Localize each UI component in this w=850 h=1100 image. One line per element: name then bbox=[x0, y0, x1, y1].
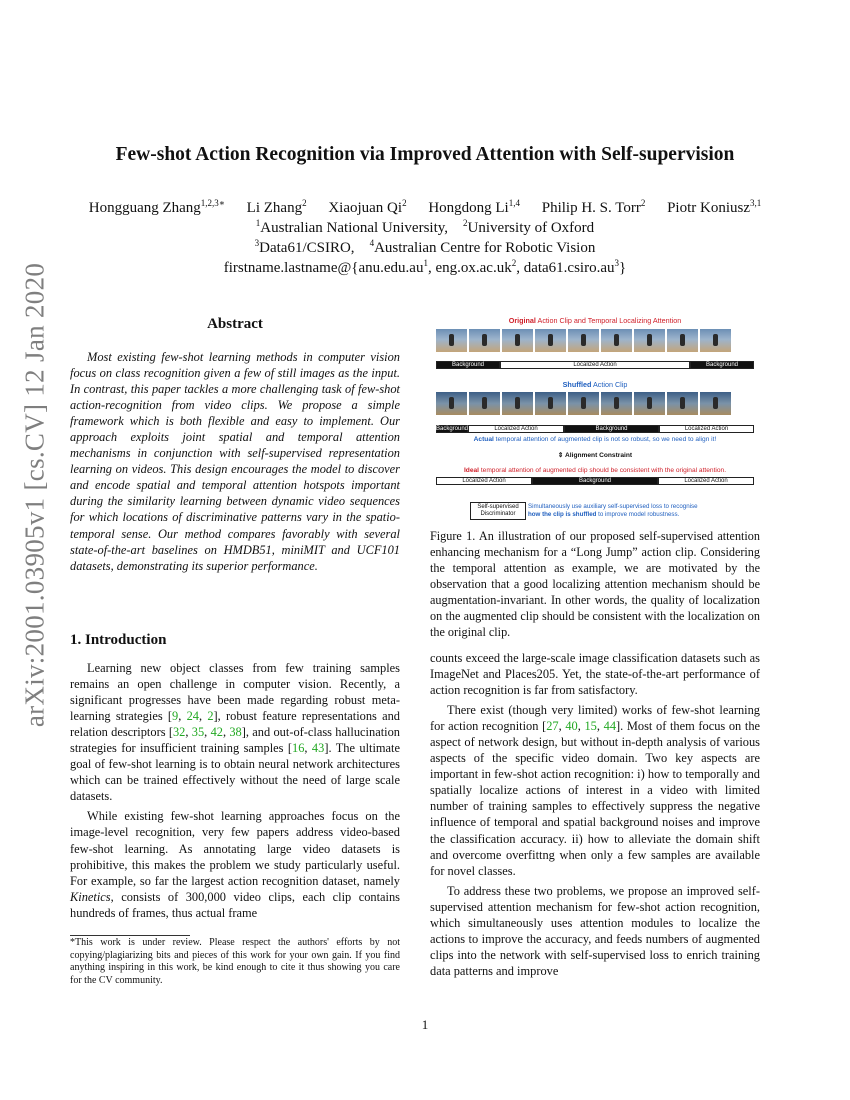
footnote-rule bbox=[70, 935, 190, 936]
introduction-text-right bbox=[430, 650, 760, 983]
video-frame bbox=[700, 392, 731, 415]
alignment-constraint: ⇕ Alignment Constraint bbox=[557, 452, 633, 459]
paragraph: Learning new object classes from few training samples remains an open challenge in computer vision. Recently, a significant progresses have been made regarding robust meta-learning strategies [9, 24, 2], robust feature representations and relation descriptors [32, 35, 42, 38], and out-of-class hallucination strategies for insufficient training samples [16, 43]. The ultimate goal of few-shot learning is to obtain neural network architectures which can be trained effectively without the need of large scale datasets. bbox=[70, 661, 401, 804]
citation-link[interactable]: 2 bbox=[207, 709, 214, 724]
video-frame bbox=[568, 329, 599, 352]
paragraph: There exist (though very limited) works of few-shot learning for action recognition [27, 40, 15, 44]. Most of them focus on the aspect of network design, but without in-depth analysis of various aspects of the specific video domain. Two key aspects are important in few-shot action recognition: i) how to temporally and spatially localize actions of interest in a video with limited number of training samples to effectively suppress the negative influence of temporal and spatial background noises and improve the classification accuracy. ii) how to alleviate the domain shift and overcome overfittng when only a few samples are available for novel classes. bbox=[430, 703, 761, 878]
shuffled-title: Shuffled Action Clip bbox=[562, 380, 628, 389]
video-frame bbox=[469, 392, 500, 415]
citation-link[interactable]: 9 bbox=[172, 709, 179, 724]
double-arrow-icon: ⇕ bbox=[557, 452, 566, 459]
paragraph: While existing few-shot learning approaches focus on the image-level recognition, very few papers address video-based few-shot learning. As annotating large video datasets is prohibitive, this makes the problem we study particularly useful. For example, so far the largest action recognition dataset, namely Kinetics, consists of 300,000 video clips, each clip contains hundreds of frames, thus actual frame bbox=[70, 809, 400, 920]
original-frames bbox=[436, 329, 731, 352]
affiliation-line-1: $^1$Australian National University, $^2$University of Oxford bbox=[255, 218, 595, 236]
section-heading-introduction: 1. Introduction bbox=[70, 632, 167, 648]
citation-link[interactable]: 42 bbox=[210, 725, 223, 740]
attention-segment: Localized Action bbox=[658, 477, 754, 485]
citation-link[interactable]: 44 bbox=[603, 719, 617, 734]
citation-link[interactable]: 35 bbox=[191, 725, 205, 740]
figure-title: Original Action Clip and Temporal Localizing Attention bbox=[508, 316, 682, 325]
attention-segment: Localized Action bbox=[468, 425, 564, 433]
author: Xiaojuan Qi$^2$ bbox=[328, 198, 407, 216]
abstract-text: Most existing few-shot learning methods in computer vision focus on class recognition given a few of still images as the input. In contrast, this paper tackles a more challenging task of few-shot action-recognition from video clips. We propose a simple framework which is both flexible and easy to implement. Our approach exploits joint spatial and temporal attention mechanisms in conjunction with self-supervised representation learning on videos. This design encourages the model to discover and encode spatial and temporal attention hotspots important during the similarity learning between dynamic video sequences for which locations of discriminative patterns vary in the spatio-temporal sense. Our method compares favorably with several state-of-the-art baselines on HMDB51, miniMIT and UCF101 datasets, demonstrating its superior performance. bbox=[70, 350, 400, 573]
author-block bbox=[0, 198, 850, 278]
video-frame bbox=[700, 329, 731, 352]
attention-segment: Background bbox=[564, 425, 659, 433]
shuffled-frames bbox=[436, 392, 731, 415]
video-frame bbox=[601, 392, 632, 415]
figure-1 bbox=[430, 316, 760, 523]
video-frame bbox=[469, 329, 500, 352]
author: Hongdong Li$^{1,4}$ bbox=[428, 198, 520, 216]
video-frame bbox=[502, 392, 533, 415]
citation-link[interactable]: 43 bbox=[311, 741, 325, 756]
email-line: $firstname.lastname@\{anu.edu.au^1$, $eng.ox.ac.uk^2$, $data61.csiro.au^3$} bbox=[223, 258, 627, 276]
attention-segment: Background bbox=[532, 477, 658, 485]
ideal-attention-bar bbox=[436, 477, 754, 485]
author: Piotr Koniusz$^{3,1}$ bbox=[667, 198, 762, 216]
citation-link[interactable]: 38 bbox=[229, 725, 242, 740]
attention-segment: Localized Action bbox=[659, 425, 754, 433]
author: Hongguang Zhang$^{1,2,3∗}$ bbox=[88, 198, 225, 216]
actual-note: Actual temporal attention of augmented clip is not so robust, so we need to align it! bbox=[473, 436, 717, 443]
citation-link[interactable]: 32 bbox=[172, 725, 186, 740]
original-attention-bar bbox=[436, 361, 754, 369]
page-number: 1 bbox=[421, 1017, 429, 1032]
paragraph: To address these two problems, we propose an improved self-supervised attention mechanism for few-shot action recognition, which simultaneously uses attention modules to localize the actions to improve the accuracy, and feeds numbers of augmented clips into the network with self-supervised loss to enrich training data patterns and improve bbox=[430, 883, 760, 978]
attention-segment: Background bbox=[690, 361, 754, 369]
video-frame bbox=[634, 392, 665, 415]
discriminator-note: Simultaneously use auxiliary self-supervised loss to recognise how the clip is shuffled to improve model robustness. bbox=[528, 503, 698, 518]
video-frame bbox=[667, 329, 698, 352]
author-list bbox=[0, 198, 850, 218]
video-frame bbox=[601, 329, 632, 352]
figure-caption: Figure 1. An illustration of our proposed self-supervised attention enhancing mechanism for a “Long Jump” action clip. Considering the temporal attention as example, we are motivated by the observation that a good localizing attention mechanism should be augmentation-invariant. In other words, the quality of localization on the augmented clip should be consistent with the localization on the original clip. bbox=[430, 529, 760, 639]
author: Philip H. S. Torr$^2$ bbox=[541, 198, 646, 216]
video-frame bbox=[634, 329, 665, 352]
attention-segment: Localized Action bbox=[500, 361, 690, 369]
footnote: *This work is under review. Please respect the authors' efforts by not copying/plagiarizing bits and pieces of this work for your own gain. If you find anything inspiring in this work, be kind enough to cite it thus showing you care for the CV community. bbox=[70, 937, 400, 986]
paragraph: counts exceed the large-scale image classification datasets such as ImageNet and Places205. Yet, the state-of-the-art performance of action recognition is far from satisfactory. bbox=[430, 651, 760, 698]
video-frame bbox=[535, 392, 566, 415]
citation-link[interactable]: 15 bbox=[584, 719, 597, 734]
video-frame bbox=[436, 392, 467, 415]
citation-link[interactable]: 40 bbox=[565, 719, 578, 734]
affiliation-line-2: $^3$Data61/CSIRO, $^4$Australian Centre for Robotic Vision bbox=[254, 238, 596, 256]
introduction-text bbox=[70, 660, 400, 925]
shuffled-attention-bar bbox=[436, 425, 754, 433]
citation-link[interactable]: 16 bbox=[292, 741, 305, 756]
author: Li Zhang$^2$ bbox=[246, 198, 307, 216]
attention-segment: Background bbox=[435, 426, 469, 432]
ideal-note: Ideal temporal attention of augmented clip should be consistent with the original attention. bbox=[463, 467, 727, 474]
citation-link[interactable]: 24 bbox=[186, 709, 199, 724]
paper-title: Few-shot Action Recognition via Improved Attention with Self-supervision bbox=[115, 144, 735, 165]
arxiv-sidebar bbox=[10, 262, 60, 728]
discriminator-box: Self-supervised Discriminator bbox=[470, 502, 526, 520]
video-frame bbox=[568, 392, 599, 415]
video-frame bbox=[535, 329, 566, 352]
attention-segment: Localized Action bbox=[436, 477, 532, 485]
video-frame bbox=[502, 329, 533, 352]
arxiv-identifier: arXiv:2001.03905v1 [cs.CV] 12 Jan 2020 bbox=[19, 262, 50, 728]
abstract-heading: Abstract bbox=[207, 316, 263, 332]
video-frame bbox=[667, 392, 698, 415]
attention-segment: Background bbox=[436, 361, 500, 369]
video-frame bbox=[436, 329, 467, 352]
citation-link[interactable]: 27 bbox=[546, 719, 559, 734]
